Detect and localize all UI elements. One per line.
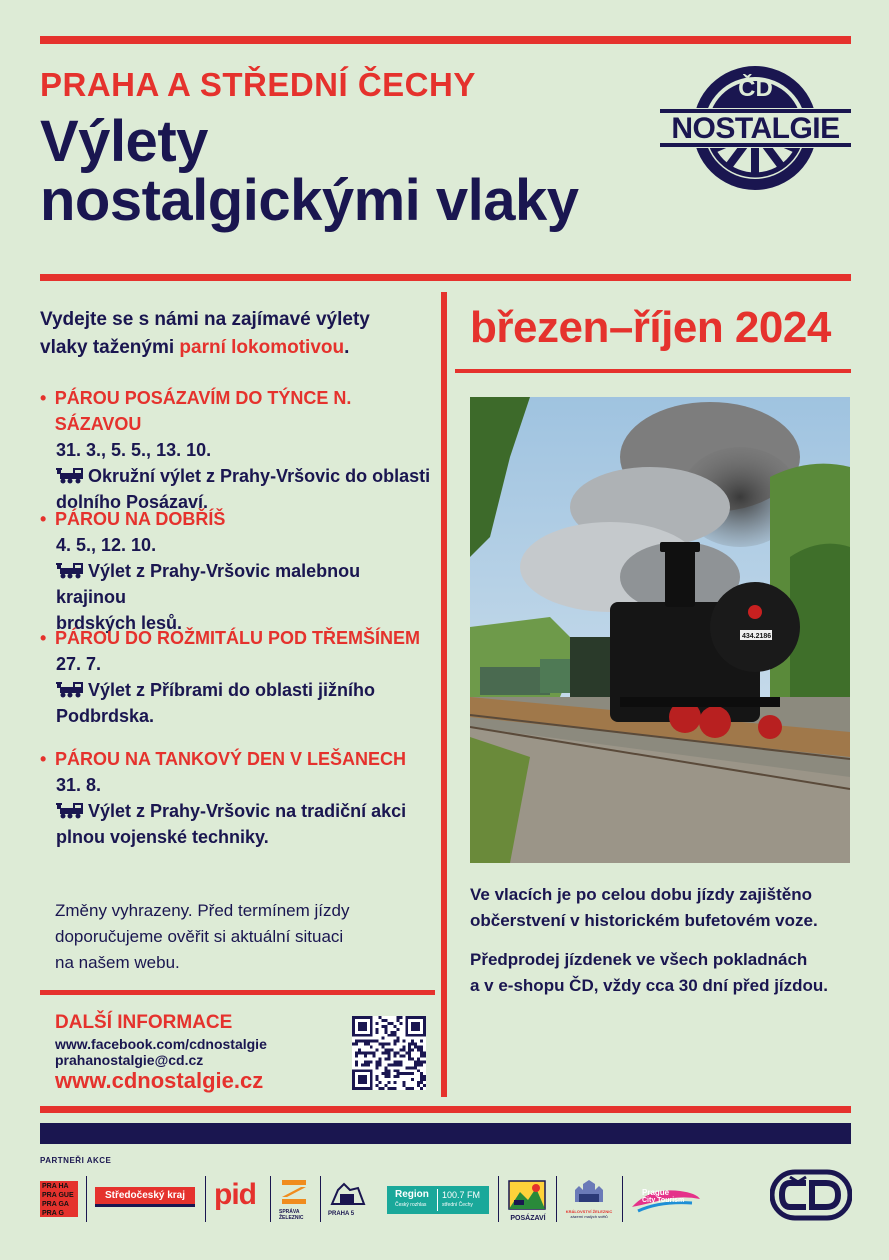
trip-dates: 31. 3., 5. 5., 13. 10.: [56, 440, 212, 460]
changes-note: [55, 898, 395, 976]
szd-line: ŽELEZNIC: [279, 1215, 304, 1221]
region-sub: Český rozhlas: [395, 1202, 427, 1208]
intro-line-2: [40, 334, 420, 362]
bottom-red-rule: [40, 1106, 851, 1113]
partner-separator: [498, 1176, 499, 1222]
intro-line-2-post: .: [344, 337, 350, 358]
praha-line: PRA GUE: [42, 1192, 74, 1199]
locomotive-icon: [56, 561, 84, 579]
trip-title: PÁROU NA DOBŘÍŠ: [55, 509, 226, 529]
stredocesky-kraj-logo: [95, 1187, 195, 1207]
posazavi-landscape-icon: [508, 1180, 546, 1210]
trip-item: [40, 625, 435, 729]
region-divider: [437, 1189, 438, 1211]
season-dates: březen–říjen 2024: [470, 303, 831, 352]
note-line-2: doporučujeme ověřit si aktuální situaci: [55, 927, 344, 946]
praha5-logo: [328, 1182, 370, 1222]
qr-code[interactable]: [352, 1016, 426, 1090]
region-radio-logo: [387, 1186, 489, 1214]
region-name: Region: [395, 1189, 429, 1200]
presale-info: [470, 947, 850, 999]
presale-line-2: a v e-shopu ČD, vždy cca 30 dní před jízdou.: [470, 976, 829, 995]
note-line-1: Změny vyhrazeny. Před termínem jízdy: [55, 901, 350, 920]
trip-dates: 31. 8.: [56, 775, 102, 795]
logo-cd-text: ČD: [738, 75, 773, 102]
qr-code-icon: [352, 1016, 426, 1090]
trip-dates: 27. 7.: [56, 654, 102, 674]
region-frequency: 100.7 FM: [442, 1190, 481, 1200]
locomotive-icon: [56, 466, 84, 484]
bullet-icon: •: [40, 749, 47, 769]
catering-info: [470, 882, 850, 934]
intro-line-2-pre: vlaky taženými: [40, 337, 180, 358]
cd-nostalgie-logo: [660, 63, 851, 193]
partner-separator: [622, 1176, 623, 1222]
partner-separator: [86, 1176, 87, 1222]
steam-locomotive-image: [470, 397, 850, 863]
bottom-navy-bar: [40, 1123, 851, 1144]
kralovstvi-castle-icon: [569, 1180, 609, 1204]
website-link[interactable]: www.cdnostalgie.cz: [55, 1068, 264, 1093]
trip-desc: [40, 677, 435, 703]
kralovstvi-zeleznic-logo: [564, 1180, 614, 1222]
posazavi-text: POSÁZAVÍ: [510, 1215, 546, 1222]
trip-title-row: [40, 625, 435, 651]
intro-highlight: parní lokomotivou: [179, 337, 345, 358]
trip-item: [40, 385, 435, 515]
info-heading: DALŠÍ INFORMACE: [55, 1012, 233, 1033]
bullet-icon: •: [40, 628, 47, 648]
trip-desc-line-1: Výlet z Prahy-Vršovic malebnou krajinou: [56, 561, 361, 607]
note-line-3: na našem webu.: [55, 953, 180, 972]
season-rule: [455, 369, 851, 373]
prague-ct-line-1: Prague: [642, 1188, 670, 1197]
title-line-2: nostalgickými vlaky: [40, 168, 579, 234]
locomotive-number: 434.2186: [742, 633, 772, 640]
szd-line: SPRÁVA: [279, 1209, 300, 1215]
praha-logo: [40, 1181, 78, 1217]
trip-desc-line-2: Podbrdska.: [56, 706, 155, 726]
partner-separator: [270, 1176, 271, 1222]
kralovstvi-line: zázemí malých světů: [570, 1214, 608, 1219]
page-title: [40, 109, 579, 234]
praha5-text: PRAHA 5: [328, 1211, 355, 1217]
trip-desc-line-1: Okružní výlet z Prahy-Vršovic do oblasti: [88, 466, 431, 486]
partner-separator: [320, 1176, 321, 1222]
cd-logo-icon: [770, 1168, 852, 1222]
column-divider: [441, 292, 447, 1097]
trip-dates: 4. 5., 12. 10.: [56, 535, 157, 555]
partner-separator: [556, 1176, 557, 1222]
region-frequency-sub: střední Čechy: [442, 1202, 473, 1208]
trip-title-row: [40, 746, 435, 772]
praha-line: PRA GA: [42, 1201, 69, 1208]
szd-mark-icon: [279, 1178, 309, 1204]
trip-desc: [40, 798, 435, 824]
posazavi-logo: [508, 1180, 548, 1222]
email-link[interactable]: prahanostalgie@cd.cz: [55, 1052, 204, 1068]
intro-line-1: Vydejte se s námi na zajímavé výlety: [40, 309, 370, 330]
header-bottom-rule: [40, 274, 851, 281]
steam-train-photo: [470, 397, 850, 863]
trip-title-row: [40, 385, 435, 437]
prague-ct-line-2: City Tourism: [642, 1197, 685, 1204]
trip-desc-line-2: plnou vojenské techniky.: [56, 827, 269, 847]
trip-item: [40, 506, 435, 636]
intro-text: [40, 306, 420, 362]
trip-desc-line-2: brdských lesů.: [56, 613, 183, 633]
partner-separator: [205, 1176, 206, 1222]
praha-line: PRA HA: [42, 1183, 69, 1190]
trip-desc-line-1: Výlet z Prahy-Vršovic na tradiční akci: [88, 801, 407, 821]
locomotive-icon: [56, 680, 84, 698]
cd-logo: [770, 1168, 852, 1222]
praha-line: PRA G: [42, 1210, 64, 1217]
bullet-icon: •: [40, 388, 47, 408]
title-line-1: Výlety: [40, 109, 208, 174]
trip-desc-line-1: Výlet z Příbrami do oblasti jižního: [88, 680, 376, 700]
presale-line-1: Předprodej jízdenek ve všech pokladnách: [470, 950, 808, 969]
praha5-building-icon: [328, 1182, 368, 1206]
trip-title-row: [40, 506, 435, 532]
trip-title: PÁROU POSÁZAVÍM DO TÝNCE N. SÁZAVOU: [54, 388, 352, 434]
trip-desc-line-2: dolního Posázaví.: [56, 492, 209, 512]
top-rule: [40, 36, 851, 44]
trip-item: [40, 746, 435, 850]
stredocesky-text: Středočeský kraj: [104, 1190, 186, 1201]
trip-desc: [40, 463, 435, 489]
prague-city-tourism-logo: [630, 1185, 702, 1215]
partners-label: PARTNEŘI AKCE: [40, 1156, 112, 1165]
catering-line-2: občerstvení v historickém bufetovém voze.: [470, 911, 818, 930]
kralovstvi-line: KRÁLOVSTVÍ ŽELEZNIC: [565, 1209, 613, 1214]
trip-desc: [40, 558, 435, 610]
trip-title: PÁROU NA TANKOVÝ DEN V LEŠANECH: [55, 749, 407, 769]
catering-line-1: Ve vlacích je po celou dobu jízdy zajištěno: [470, 885, 812, 904]
sprava-zeleznic-logo: [279, 1178, 313, 1222]
logo-nostalgie-text: NOSTALGIE: [671, 112, 840, 145]
facebook-link[interactable]: www.facebook.com/cdnostalgie: [55, 1036, 267, 1052]
bullet-icon: •: [40, 509, 47, 529]
region-subtitle: PRAHA A STŘEDNÍ ČECHY: [40, 66, 476, 103]
trip-title: PÁROU DO ROŽMITÁLU POD TŘEMŠÍNEM: [55, 628, 420, 648]
pid-logo: pid: [214, 1178, 256, 1211]
info-top-rule: [40, 990, 435, 995]
locomotive-icon: [56, 801, 84, 819]
